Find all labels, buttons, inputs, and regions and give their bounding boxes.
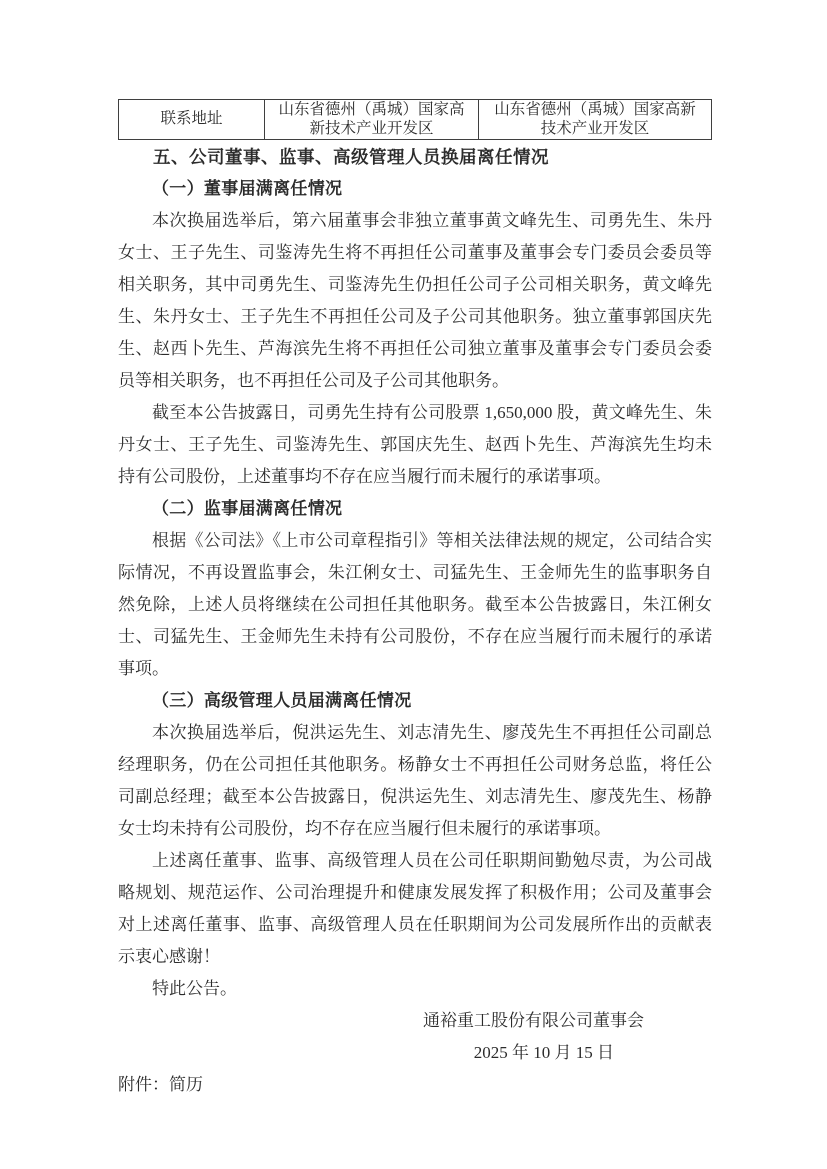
subsection-heading-directors: （一）董事届满离任情况 <box>152 179 343 198</box>
table-row <box>119 100 712 140</box>
signature-line: 通裕重工股份有限公司董事会 <box>423 1011 644 1030</box>
paragraph-directors-shareholding: 截至本公告披露日，司勇先生持有公司股票 1,650,000 股，黄文峰先生、朱丹女士、王子先生、司鉴涛先生、郭国庆先生、赵西卜先生、芦海滨先生均未持有公司股份，上述董事均不存在应当履行而未履行的承诺事项。 <box>118 403 712 486</box>
announcement-body <box>118 141 712 1101</box>
paragraph-directors-departure: 本次换届选举后，第六届董事会非独立董事黄文峰先生、司勇先生、朱丹女士、王子先生、司鉴涛先生将不再担任公司董事及董事会专门委员会委员等相关职务，其中司勇先生、司鉴涛先生仍担任公司子公司相关职务，黄文峰先生、朱丹女士、王子先生不再担任公司及子公司其他职务。独立董事郭国庆先生、赵西卜先生、芦海滨先生将不再担任公司独立董事及董事会专门委员会委员等相关职务，也不再担任公司及子公司其他职务。 <box>118 211 712 390</box>
subsection-heading-supervisors: （二）监事届满离任情况 <box>152 499 343 518</box>
attachment-line: 附件：简历 <box>118 1075 203 1094</box>
paragraph-supervisors-departure: 根据《公司法》《上市公司章程指引》等相关法律法规的规定，公司结合实际情况，不再设置监事会，朱江俐女士、司猛先生、王金师先生的监事职务自然免除，上述人员将继续在公司担任其他职务。截至本公告披露日，朱江俐女士、司猛先生、王金师先生未持有公司股份，不存在应当履行而未履行的承诺事项。 <box>118 531 712 678</box>
contact-address-label-cell: 联系地址 <box>119 100 265 140</box>
contact-address-cell-1: 山东省德州（禹城）国家高新技术产业开发区 <box>265 100 479 140</box>
date-line: 2025 年 10 月 15 日 <box>473 1043 614 1062</box>
subsection-heading-executives: （三）高级管理人员届满离任情况 <box>152 691 412 710</box>
paragraph-gratitude: 上述离任董事、监事、高级管理人员在公司任职期间勤勉尽责，为公司战略规划、规范运作、公司治理提升和健康发展发挥了积极作用；公司及董事会对上述离任董事、监事、高级管理人员在任职期间为公司发展所作出的贡献表示衷心感谢！ <box>118 851 712 966</box>
section-heading-main: 五、公司董事、监事、高级管理人员换届离任情况 <box>153 147 549 167</box>
contact-address-cell-2: 山东省德州（禹城）国家高新技术产业开发区 <box>479 100 712 140</box>
contact-address-table <box>118 99 712 140</box>
paragraph-executives-departure: 本次换届选举后，倪洪运先生、刘志清先生、廖茂先生不再担任公司副总经理职务，仍在公司担任其他职务。杨静女士不再担任公司财务总监，将任公司副总经理；截至本公告披露日，倪洪运先生、刘志清先生、廖茂先生、杨静女士均未持有公司股份，均不存在应当履行但未履行的承诺事项。 <box>118 723 712 838</box>
announcement-closing-line: 特此公告。 <box>152 979 237 998</box>
